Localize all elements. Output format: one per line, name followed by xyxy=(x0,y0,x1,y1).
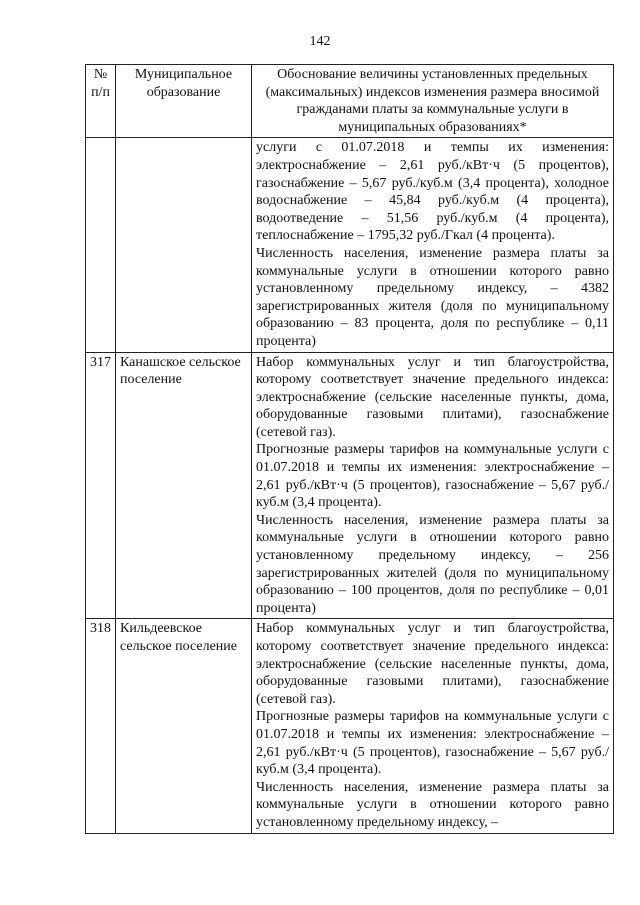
row-municipality: Канашское сельское поселение xyxy=(116,352,252,619)
row-municipality xyxy=(116,138,252,352)
header-justification: Обоснование величины установленных предельных (максимальных) индексов изменения размера вносимой гражданами платы за коммунальные услуги в муниципальных образованиях* xyxy=(252,65,614,138)
row-num: 317 xyxy=(86,352,116,619)
indices-table xyxy=(85,64,614,834)
justification-paragraph: Численность населения, изменение размера платы за коммунальные услуги в отношении которого равно установленному предельному индексу, – 4382 зарегистрированных жителя (доля по муниципальному образованию – 83 процента, доля по республике – 0,11 процента) xyxy=(256,245,609,349)
header-municipality: Муниципальное образование xyxy=(116,65,252,138)
justification-paragraph: Прогнозные размеры тарифов на коммунальные услуги с 01.07.2018 и темпы их изменения: электроснабжение – 2,61 руб./кВт·ч (5 процентов), газоснабжение – 5,67 руб./куб.м (3,4 процента). xyxy=(256,709,609,778)
justification-paragraph: Численность населения, изменение размера платы за коммунальные услуги в отношении которого равно установленному предельному индексу, – 256 зарегистрированных жителей (доля по муниципальному образованию – 100 процентов, доля по республике – 0,01 процента) xyxy=(256,512,609,616)
justification-paragraph: Прогнозные размеры тарифов на коммунальные услуги с 01.07.2018 и темпы их изменения: электроснабжение – 2,61 руб./кВт·ч (5 процентов), газоснабжение – 5,67 руб./куб.м (3,4 процента). xyxy=(256,442,609,511)
row-justification xyxy=(252,619,614,833)
justification-paragraph: Набор коммунальных услуг и тип благоустройства, которому соответствует значение предельного индекса: электроснабжение (сельские населенные пункты, дома, оборудованные газовыми плитами), газоснабжение (сетевой газ). xyxy=(256,354,609,440)
justification-paragraph: Набор коммунальных услуг и тип благоустройства, которому соответствует значение предельного индекса: электроснабжение (сельские населенные пункты, дома, оборудованные газовыми плитами), газоснабжение (сетевой газ). xyxy=(256,621,609,707)
row-justification xyxy=(252,352,614,619)
page-number: 142 xyxy=(309,34,331,49)
table-row xyxy=(86,619,614,833)
justification-paragraph: Численность населения, изменение размера платы за коммунальные услуги в отношении которого равно установленному предельному индексу, – xyxy=(256,779,609,830)
justification-paragraph: услуги с 01.07.2018 и темпы их изменения: электроснабжение – 2,61 руб./кВт·ч (5 процентов), газоснабжение – 5,67 руб./куб.м (3,4 процента), холодное водоснабжение – 45,84 руб./куб.м (4 процента), водоотведение – 51,56 руб./куб.м (4 процента), теплоснабжение – 1795,32 руб./Гкал (4 процента). xyxy=(256,140,609,244)
row-municipality: Кильдеевское сельское поселение xyxy=(116,619,252,833)
table-header-row xyxy=(86,65,614,138)
table-row xyxy=(86,352,614,619)
row-num xyxy=(86,138,116,352)
row-num: 318 xyxy=(86,619,116,833)
header-num: № п/п xyxy=(86,65,116,138)
table-row xyxy=(86,138,614,352)
row-justification xyxy=(252,138,614,352)
